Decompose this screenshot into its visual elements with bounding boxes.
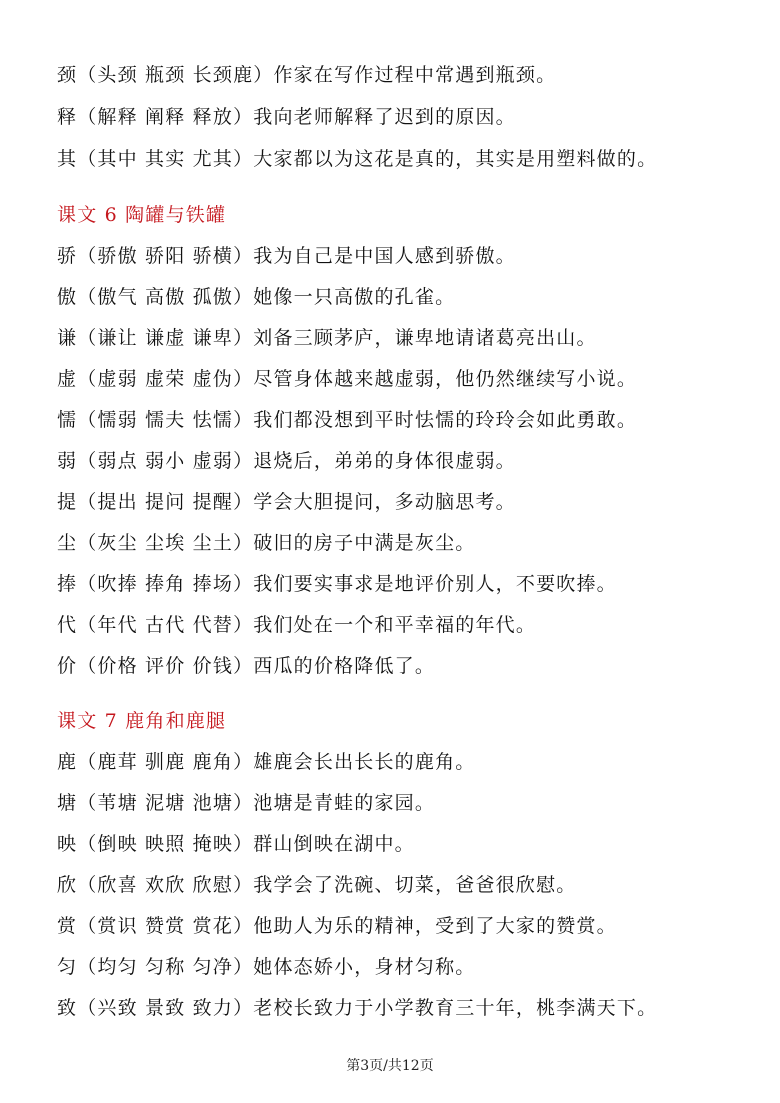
entry-line: 虚（虚弱 虚荣 虚伪）尽管身体越来越虚弱，他仍然继续写小说。 (57, 368, 638, 390)
lesson-6-heading: 课文 6 陶罐与铁罐 (57, 204, 227, 226)
entry-line: 代（年代 古代 代替）我们处在一个和平幸福的年代。 (57, 614, 537, 636)
page-number: 第3页/共12页 (346, 1058, 434, 1074)
entry-line: 骄（骄傲 骄阳 骄横）我为自己是中国人感到骄傲。 (57, 245, 516, 267)
entry-line: 释（解释 阐释 释放）我向老师解释了迟到的原因。 (57, 106, 516, 128)
entry-line: 其（其中 其实 尤其）大家都以为这花是真的，其实是用塑料做的。 (57, 148, 658, 170)
entry-line: 映（倒映 映照 掩映）群山倒映在湖中。 (57, 833, 415, 855)
entry-line: 傲（傲气 高傲 孤傲）她像一只高傲的孔雀。 (57, 286, 456, 308)
entry-line: 懦（懦弱 懦夫 怯懦）我们都没想到平时怯懦的玲玲会如此勇敢。 (57, 409, 638, 431)
entry-line: 匀（均匀 匀称 匀净）她体态娇小，身材匀称。 (57, 956, 476, 978)
entry-line: 欣（欣喜 欢欣 欣慰）我学会了洗碗、切菜，爸爸很欣慰。 (57, 874, 577, 896)
entry-line: 价（价格 评价 价钱）西瓜的价格降低了。 (57, 655, 436, 677)
lesson-7-heading: 课文 7 鹿角和鹿腿 (57, 710, 227, 732)
entry-line: 谦（谦让 谦虚 谦卑）刘备三顾茅庐，谦卑地请诸葛亮出山。 (57, 327, 597, 349)
entry-line: 尘（灰尘 尘埃 尘土）破旧的房子中满是灰尘。 (57, 532, 476, 554)
entry-line: 致（兴致 景致 致力）老校长致力于小学教育三十年，桃李满天下。 (57, 997, 658, 1019)
entry-line: 弱（弱点 弱小 虚弱）退烧后，弟弟的身体很虚弱。 (57, 450, 516, 472)
entry-line: 赏（赏识 赞赏 赏花）他助人为乐的精神，受到了大家的赞赏。 (57, 915, 617, 937)
entry-line: 提（提出 提问 提醒）学会大胆提问，多动脑思考。 (57, 491, 516, 513)
entry-line: 塘（苇塘 泥塘 池塘）池塘是青蛙的家园。 (57, 792, 436, 814)
entry-line: 捧（吹捧 捧角 捧场）我们要实事求是地评价别人，不要吹捧。 (57, 573, 617, 595)
entry-line: 鹿（鹿茸 驯鹿 鹿角）雄鹿会长出长长的鹿角。 (57, 751, 476, 773)
entry-line: 颈（头颈 瓶颈 长颈鹿）作家在写作过程中常遇到瓶颈。 (57, 64, 557, 86)
